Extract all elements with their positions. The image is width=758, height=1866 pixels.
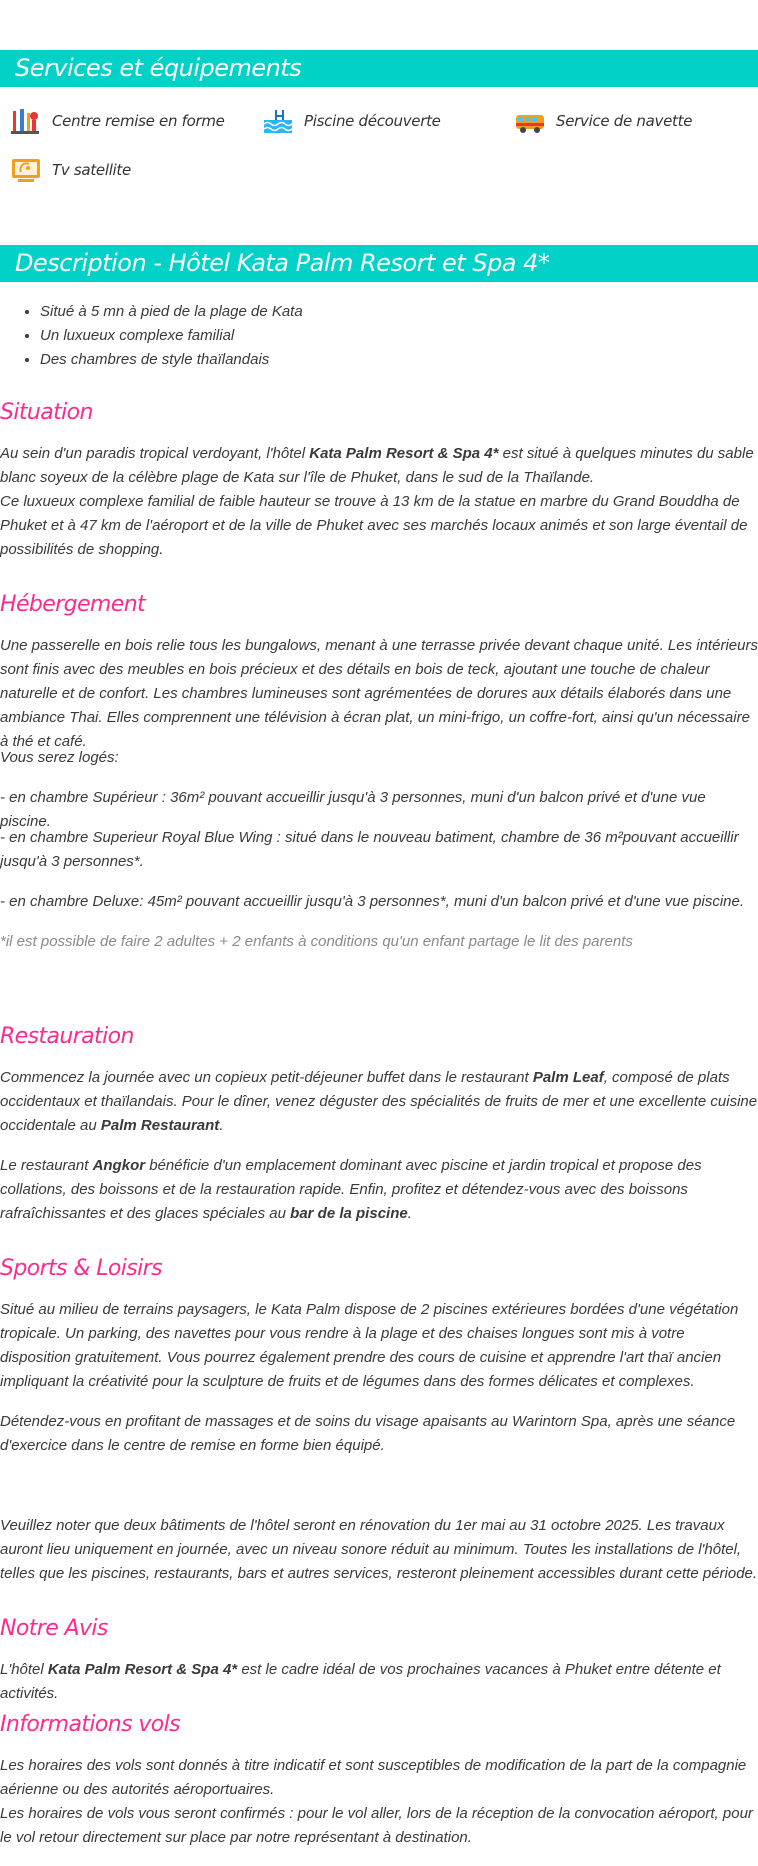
hebergement-paragraph-5: - en chambre Deluxe: 45m² pouvant accueillir jusqu'à 3 personnes*, muni d'un balcon privé et d'une vue piscine. [0,893,745,910]
list-item: • Des chambres de style thaïlandais [40,348,303,372]
shuttle-icon [514,107,546,135]
vols-paragraph-2: Les horaires de vols vous seront confirmés : pour le vol aller, lors de la réception de la convocation aéroport, pour le vol retour directement sur place par notre représentant à destination. [0,1805,753,1846]
list-item: • Un luxueux complexe familial [40,324,303,348]
section-heading-situation: Situation [0,400,93,425]
section-heading-sports: Sports & Loisirs [0,1256,162,1281]
hebergement-note: *il est possible de faire 2 adultes + 2 enfants à conditions qu'un enfant partage le lit des parents [0,933,633,950]
restauration-paragraph-2: Le restaurant Angkor bénéficie d'un emplacement dominant avec piscine et jardin tropical et propose des collations, des boissons et de la restauration rapide. Enfin, profitez et détendez-vous avec des boissons rafraîchissantes et des glaces spéciales au bar de la piscine. [0,1157,702,1222]
hebergement-paragraph-4: - en chambre Superieur Royal Blue Wing : situé dans le nouveau batiment, chambre de 36 m²pouvant accueillir jusqu'à 3 personnes*. [0,829,739,870]
service-item-shuttle [514,107,692,135]
section-heading-restauration: Restauration [0,1024,134,1049]
service-label: Tv satellite [52,161,131,179]
situation-paragraph-1: Au sein d'un paradis tropical verdoyant, l'hôtel Kata Palm Resort & Spa 4* est situé à quelques minutes du sable blanc soyeux de la célèbre plage de Kata sur l'île de Phuket, dans le sud de la Thaïlande. [0,445,754,486]
vols-paragraph-1: Les horaires des vols sont donnés à titre indicatif et sont susceptibles de modification de la part de la compagnie aérienne ou des autorités aéroportuaires. [0,1757,747,1798]
list-item: • Situé à 5 mn à pied de la plage de Kata [40,300,303,324]
service-label: Piscine découverte [304,112,441,130]
situation-paragraph-2: Ce luxueux complexe familial de faible hauteur se trouve à 13 km de la statue en marbre du Grand Bouddha de Phuket et à 47 km de l'aéroport et de la ville de Phuket avec ses marchés locaux animés et son large éventail de possibilités de shopping. [0,493,748,558]
service-item-satellite-tv [10,156,131,184]
description-banner: Description - Hôtel Kata Palm Resort et Spa 4* [0,245,758,282]
service-item-fitness [10,107,225,135]
satellite-tv-icon [10,156,42,184]
service-label: Centre remise en forme [52,112,225,130]
service-item-pool [262,107,441,135]
service-label: Service de navette [556,112,693,130]
section-heading-avis: Notre Avis [0,1616,108,1641]
sports-paragraph-2: Détendez-vous en profitant de massages et de soins du visage apaisants au Warintorn Spa, après une séance d'exercice dans le centre de remise en forme bien équipé. [0,1413,736,1454]
restauration-paragraph-1: Commencez la journée avec un copieux petit-déjeuner buffet dans le restaurant Palm Leaf, composé de plats occidentaux et thaïlandais. Pour le dîner, venez déguster des spécialités de fruits de mer et une excellente cuisine occidentale au Palm Restaurant. [0,1069,758,1134]
section-heading-hebergement: Hébergement [0,592,146,617]
section-heading-vols: Informations vols [0,1712,181,1737]
pool-icon [262,107,294,135]
sports-paragraph-1: Situé au milieu de terrains paysagers, le Kata Palm dispose de 2 piscines extérieures bordées d'une végétation tropicale. Un parking, des navettes pour vous rendre à la plage et des chaises longues sont mis à votre disposition gratuitement. Vous pourrez également prendre des cours de cuisine et apprendre l'art thaï ancien impliquant la créativité pour la sculpture de fruits et de légumes dans des formes délicates et complexes. [0,1301,739,1390]
description-bullets [20,300,303,372]
services-banner: Services et équipements [0,50,758,87]
fitness-icon [10,107,42,135]
avis-paragraph: L'hôtel Kata Palm Resort & Spa 4* est le cadre idéal de vos prochaines vacances à Phuket entre détente et activités. [0,1661,721,1702]
hebergement-paragraph-2: Vous serez logés: [0,749,119,766]
hebergement-paragraph-3: - en chambre Supérieur : 36m² pouvant accueillir jusqu'à 3 personnes, muni d'un balcon privé et d'une vue piscine. [0,789,706,830]
hebergement-paragraph-1: Une passerelle en bois relie tous les bungalows, menant à une terrasse privée devant chaque unité. Les intérieurs sont finis avec des meubles en bois précieux et des détails en bois de teck, ajoutant une touche de chaleur naturelle et de confort. Les chambres lumineuses sont agrémentées de dorures aux détails élaborés dans une ambiance Thai. Elles comprennent une télévision à écran plat, un mini-frigo, un coffre-fort, ainsi qu'un nécessaire à thé et café. [0,637,758,750]
renovation-notice: Veuillez noter que deux bâtiments de l'hôtel seront en rénovation du 1er mai au 31 octobre 2025. Les travaux auront lieu uniquement en journée, avec un niveau sonore réduit au minimum. Toutes les installations de l'hôtel, telles que les piscines, restaurants, bars et autres services, resteront pleinement accessibles durant cette période. [0,1517,758,1582]
